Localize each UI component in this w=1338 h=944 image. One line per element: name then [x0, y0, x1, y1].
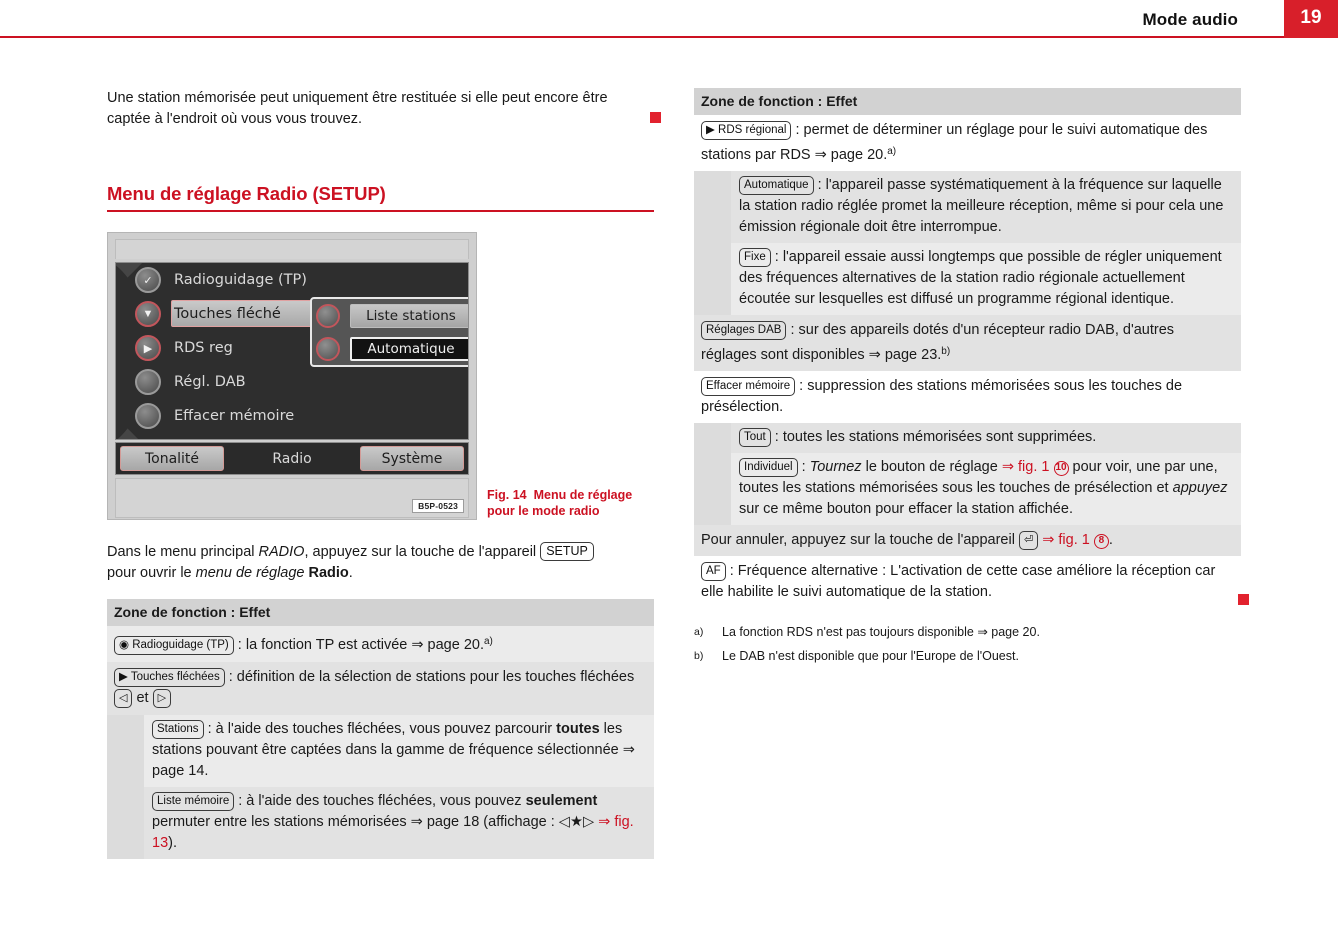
footnote-text: Le DAB n'est disponible que pour l'Europe de l'Ouest. — [722, 649, 1019, 663]
section-end-marker — [650, 112, 661, 123]
row-text: : l'appareil passe systématiquement à la fréquence sur laquelle la station radio réglée promet la meilleure réception, même si pour cela une émission régionale doit être interrompue. — [739, 177, 1224, 235]
row-text: le bouton de réglage — [861, 459, 1002, 475]
section-heading: Menu de réglage Radio (SETUP) — [107, 183, 386, 204]
radio-italic: RADIO — [258, 544, 305, 560]
row-text-italic: Tournez — [809, 459, 862, 475]
key-arrow-right: ▷ — [153, 689, 171, 708]
row-text-bold: seulement — [525, 793, 598, 809]
row-text: : permet de déterminer un réglage pour le suivi automatique des stations par RDS ⇒ page 20. — [701, 122, 1208, 163]
blank-knob-icon — [316, 337, 340, 361]
radio-top-bar — [115, 239, 469, 259]
page-title: Mode audio — [1142, 10, 1238, 29]
row-text: : Fréquence alternative : L'activation de cette case améliore la réception car elle habilite le suivi automatique de la station. — [701, 563, 1216, 600]
text-fragment: pour ouvrir le — [107, 564, 196, 581]
row-text: sur ce même bouton pour effacer la station affichée. — [739, 501, 1073, 517]
key-rds-regional: ▶ RDS régional — [701, 121, 791, 140]
figure-link[interactable]: ⇒ fig. 1 — [1001, 459, 1050, 475]
radio-bold: Radio — [308, 564, 349, 581]
tab-systeme[interactable]: Système — [360, 446, 464, 471]
right-function-table — [694, 88, 1241, 609]
key-effacer-memoire: Effacer mémoire — [701, 377, 795, 396]
menu-italic: menu de réglage — [195, 564, 305, 581]
table-header: Zone de fonction : Effet — [694, 88, 1241, 115]
page-header — [0, 0, 1338, 38]
blank-knob-icon — [316, 304, 340, 328]
figure-number: Fig. 14 — [487, 488, 527, 502]
row-gutter — [694, 171, 731, 243]
right-column — [694, 88, 1241, 671]
table-row — [694, 115, 1241, 171]
table-row — [694, 556, 1241, 609]
row-text: les stations pouvant être captées dans la gamme de fréquence sélectionnée ⇒ page 14. — [152, 721, 635, 779]
row-text: : à l'aide des touches fléchées, vous pouvez — [234, 793, 526, 809]
row-text: : à l'aide des touches fléchées, vous pouvez parcourir — [203, 721, 557, 737]
footnote-mark: b) — [694, 650, 704, 662]
menu-item-radioguidage[interactable] — [116, 263, 468, 297]
table-row — [694, 315, 1241, 371]
row-text: et — [132, 690, 153, 706]
blank-knob-icon — [135, 369, 161, 395]
table-header: Zone de fonction : Effet — [107, 599, 654, 626]
key-touches-flechees: ▶ Touches fléchées — [114, 668, 225, 687]
row-text-italic: appuyez — [1172, 480, 1228, 496]
setup-instruction-paragraph — [107, 542, 654, 583]
footnote-a — [694, 623, 1241, 642]
chevron-down-icon: ▼ — [135, 301, 161, 327]
key-automatique: Automatique — [739, 176, 814, 195]
table-row — [107, 626, 654, 662]
table-row — [107, 787, 654, 859]
row-gutter — [694, 243, 731, 315]
key-stations: Stations — [152, 720, 204, 739]
footnote-ref: a) — [483, 636, 493, 647]
callout-number: 10 — [1054, 461, 1069, 476]
table-row — [694, 243, 1241, 315]
popup-option-label: Liste stations — [350, 304, 469, 328]
table-row — [694, 423, 1241, 453]
figure-caption-text: Menu de réglage pour le mode radio — [487, 488, 633, 518]
table-row — [694, 171, 1241, 243]
key-tout: Tout — [739, 428, 771, 447]
key-reglages-dab: Réglages DAB — [701, 321, 786, 340]
row-text: Pour annuler, appuyez sur la touche de l'appareil — [701, 532, 1019, 548]
left-function-table — [107, 599, 654, 859]
menu-item-label: RDS reg — [174, 340, 233, 356]
row-gutter — [694, 453, 731, 525]
text-fragment: . — [348, 564, 353, 581]
row-text: : toutes les stations mémorisées sont supprimées. — [770, 429, 1097, 445]
row-text: : la fonction TP est activée ⇒ page 20. — [233, 637, 484, 653]
radio-screen — [115, 262, 469, 440]
menu-item-label: Effacer mémoire — [174, 408, 295, 424]
menu-item-label: Radioguidage (TP) — [174, 272, 307, 288]
row-text: : définition de la sélection de stations pour les touches fléchées — [224, 669, 635, 685]
popup-option-liste-stations[interactable] — [312, 299, 469, 332]
key-af: AF — [701, 562, 726, 581]
key-arrow-left: ◁ — [114, 689, 132, 708]
footnote-b — [694, 647, 1241, 666]
footnote-text: La fonction RDS n'est pas toujours disponible ⇒ page 20. — [722, 625, 1040, 639]
text-fragment: Dans le menu principal — [107, 544, 259, 560]
row-text-bold: toutes — [556, 721, 600, 737]
checkmark-icon: ✓ — [135, 267, 161, 293]
radio-tab-bar — [115, 442, 469, 475]
row-text: : — [797, 459, 810, 475]
page-number: 19 — [1300, 7, 1322, 28]
popup-option-label: Automatique — [350, 337, 469, 361]
row-text: pour voir, une par une, toutes les stations mémorisées sous les touches de présélection et — [739, 459, 1218, 496]
tab-radio-label: Radio — [272, 450, 312, 467]
key-fixe: Fixe — [739, 248, 771, 267]
back-key-icon: ⏎ — [1019, 531, 1038, 550]
radio-device-frame — [107, 232, 477, 520]
text-fragment: , appuyez sur la touche de l'appareil — [304, 544, 541, 560]
row-text: ). — [168, 835, 177, 851]
footnotes — [694, 623, 1241, 666]
figure-code: B5P-0523 — [412, 499, 464, 513]
section-end-marker — [1238, 594, 1249, 605]
setup-key: SETUP — [540, 542, 594, 561]
key-label: RDS régional — [718, 124, 787, 136]
footnote-ref: a) — [887, 146, 897, 157]
footnote-ref: b) — [941, 346, 951, 357]
row-gutter — [107, 787, 144, 859]
footnote-mark: a) — [694, 626, 704, 638]
figure-caption — [487, 487, 657, 519]
key-label: Touches fléchées — [130, 671, 220, 683]
blank-knob-icon — [135, 403, 161, 429]
radio-bottom-bar — [115, 478, 469, 518]
popup-option-automatique[interactable] — [312, 332, 469, 365]
table-row — [694, 453, 1241, 525]
key-individuel: Individuel — [739, 458, 798, 477]
figure-link[interactable]: ⇒ fig. 1 — [1042, 532, 1090, 548]
key-radioguidage: ◉ Radioguidage (TP) — [114, 636, 234, 655]
menu-item-regl-dab[interactable] — [116, 365, 468, 399]
menu-item-effacer-memoire[interactable] — [116, 399, 468, 433]
key-liste-memoire: Liste mémoire — [152, 792, 234, 811]
table-row — [107, 715, 654, 787]
callout-number: 8 — [1094, 534, 1109, 549]
intro-paragraph: Une station mémorisée peut uniquement être restituée si elle peut encore être captée à l'endroit où vous vous trouvez. — [107, 90, 608, 127]
row-text: . — [1108, 532, 1113, 548]
figure-link[interactable]: ⇒ fig. 13 — [152, 814, 634, 851]
row-text: : l'appareil essaie aussi longtemps que possible de régler uniquement des fréquences alternatives de la station radio régionale actuellement écoutée sur lesquelles est diffusé un programme régional identique. — [739, 249, 1222, 307]
menu-item-label: Régl. DAB — [174, 374, 246, 390]
play-triangle-icon: ▶ — [135, 335, 161, 361]
row-gutter — [694, 423, 731, 453]
figure-14 — [107, 232, 633, 520]
table-row — [694, 525, 1241, 556]
left-column — [107, 88, 654, 859]
row-text: : suppression des stations mémorisées sous les touches de présélection. — [701, 378, 1183, 415]
menu-item-label: Touches fléché — [174, 306, 281, 322]
radio-popup-menu — [310, 297, 469, 367]
table-row — [107, 662, 654, 715]
section-heading-rule — [107, 210, 654, 212]
row-text: permuter entre les stations mémorisées ⇒ page 18 (affichage : ◁★▷ — [152, 814, 599, 830]
tab-tonalite[interactable]: Tonalité — [120, 446, 224, 471]
table-row — [694, 371, 1241, 423]
header-rule — [0, 36, 1338, 38]
row-gutter — [107, 715, 144, 787]
row-text: : sur des appareils dotés d'un récepteur radio DAB, d'autres réglages sont disponibles ⇒ page 23. — [701, 322, 1175, 363]
key-label: Radioguidage (TP) — [132, 639, 229, 651]
